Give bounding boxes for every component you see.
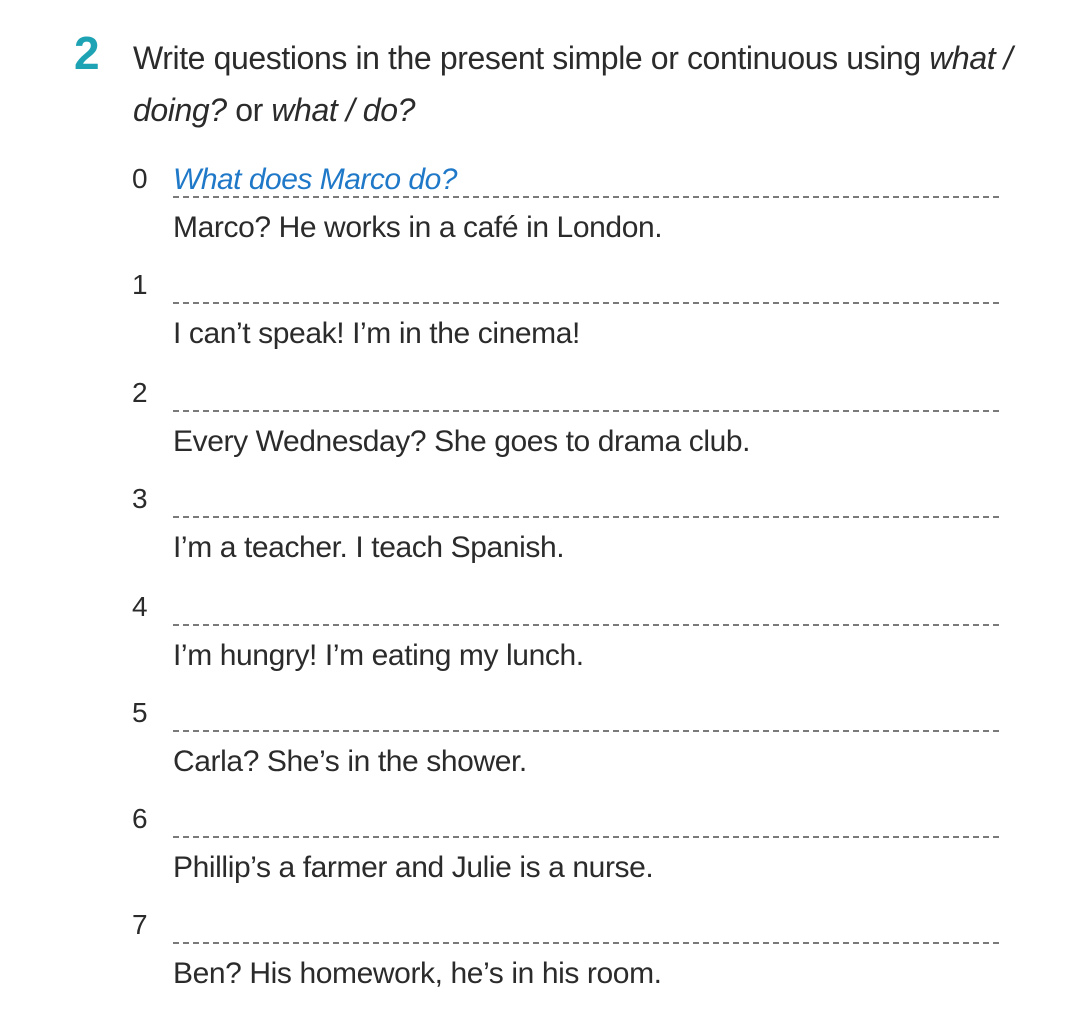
item-number: 5 (132, 697, 148, 728)
answer-line[interactable] (173, 410, 999, 412)
exercise-item (0, 268, 1080, 376)
example-answer: What does Marco do? (173, 163, 457, 196)
exercise-item (0, 696, 1080, 804)
exercise-number: 2 (74, 27, 100, 79)
item-prompt: Carla? She’s in the shower. (173, 745, 527, 778)
item-prompt: Marco? He works in a café in London. (173, 211, 663, 244)
item-number: 0 (132, 163, 148, 194)
exercise-item (0, 482, 1080, 590)
exercise-item (0, 590, 1080, 698)
item-number: 1 (132, 269, 148, 300)
item-prompt: I’m hungry! I’m eating my lunch. (173, 639, 584, 672)
exercise-item (0, 162, 1080, 270)
item-number: 7 (132, 909, 148, 940)
answer-line[interactable] (173, 624, 999, 626)
instruction-connector: or (226, 92, 272, 128)
item-prompt: Ben? His homework, he’s in his room. (173, 957, 662, 990)
item-number: 3 (132, 483, 148, 514)
answer-line[interactable] (173, 730, 999, 732)
item-prompt: I’m a teacher. I teach Spanish. (173, 531, 565, 564)
instruction-option-doing: what / doing? (133, 40, 1013, 128)
item-prompt: I can’t speak! I’m in the cinema! (173, 317, 580, 350)
answer-line[interactable] (173, 836, 999, 838)
answer-line[interactable] (173, 516, 999, 518)
answer-line[interactable] (173, 302, 999, 304)
exercise-item (0, 908, 1080, 1016)
item-number: 4 (132, 591, 148, 622)
exercise-instructions (133, 32, 1033, 136)
instruction-text: Write questions in the present simple or continuous using (133, 40, 930, 76)
instruction-option-do: what / do? (271, 92, 416, 128)
item-prompt: Phillip’s a farmer and Julie is a nurse. (173, 851, 654, 884)
answer-line[interactable] (173, 942, 999, 944)
item-number: 6 (132, 803, 148, 834)
item-number: 2 (132, 377, 148, 408)
exercise-item (0, 802, 1080, 910)
item-prompt: Every Wednesday? She goes to drama club. (173, 425, 751, 458)
exercise-item (0, 376, 1080, 484)
